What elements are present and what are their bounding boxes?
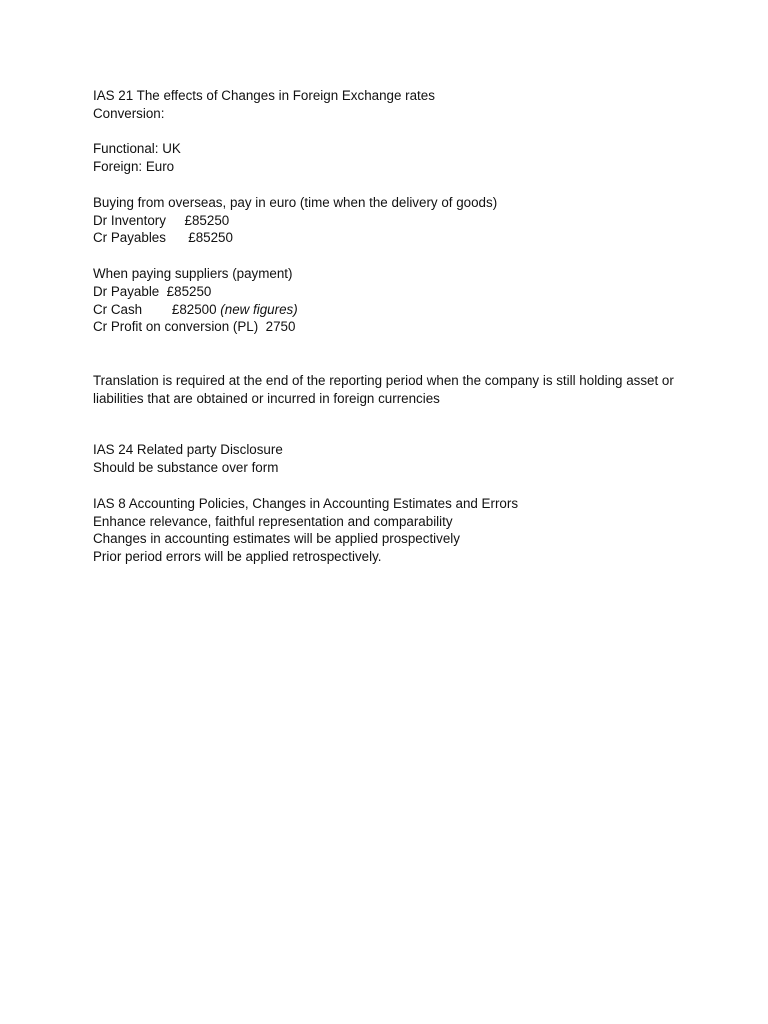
functional-currency: Functional: UK: [93, 141, 181, 157]
ias8-line-2: Changes in accounting estimates will be applied prospectively: [93, 531, 460, 547]
ias8-title: IAS 8 Accounting Policies, Changes in Accounting Estimates and Errors: [93, 495, 519, 511]
conversion-label: Conversion:: [93, 105, 165, 121]
cr-cash-note: (new figures): [220, 301, 298, 317]
ias8-line-1: Enhance relevance, faithful representation and comparability: [93, 513, 453, 529]
ias8-line-3: Prior period errors will be applied retrospectively.: [93, 549, 382, 565]
journal-cr-profit: Cr Profit on conversion (PL) 2750: [93, 319, 296, 335]
ias24-title: IAS 24 Related party Disclosure: [93, 442, 283, 458]
buying-heading: Buying from overseas, pay in euro (time when the delivery of goods): [93, 194, 498, 210]
ias24-line: Should be substance over form: [93, 460, 279, 476]
document-body: [93, 87, 693, 566]
cr-cash-text: Cr Cash £82500: [93, 301, 221, 317]
journal-cr-cash: [93, 301, 693, 319]
journal-dr-inventory: Dr Inventory £85250: [93, 212, 230, 228]
foreign-currency: Foreign: Euro: [93, 159, 175, 175]
paying-heading: When paying suppliers (payment): [93, 265, 293, 281]
journal-cr-payables: Cr Payables £85250: [93, 230, 233, 246]
translation-paragraph: Translation is required at the end of the reporting period when the company is still holding asset or liabilities that are obtained or incurred in foreign currencies: [93, 372, 674, 406]
journal-dr-payable: Dr Payable £85250: [93, 283, 212, 299]
ias21-title: IAS 21 The effects of Changes in Foreign Exchange rates: [93, 88, 435, 103]
